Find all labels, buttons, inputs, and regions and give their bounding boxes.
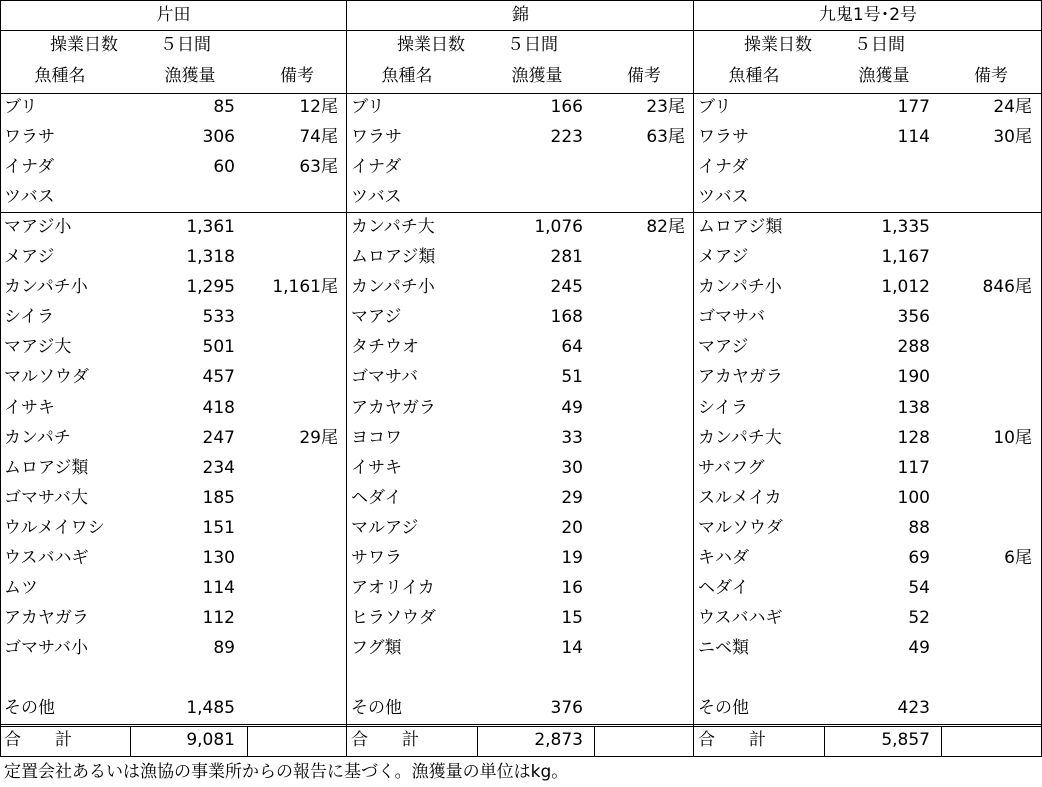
fish-name: ヒラソウダ — [351, 607, 436, 628]
note-value — [0, 212, 338, 242]
table-bottom-border — [0, 756, 1042, 757]
fish-name: ワラサ — [351, 127, 402, 148]
catch-value: 85 — [213, 97, 235, 117]
fish-name: マルアジ — [351, 517, 419, 538]
catch-value: 1,361 — [186, 217, 235, 238]
note-value — [694, 483, 1032, 513]
fish-name: ゴマサバ — [698, 307, 765, 328]
note-value: 29尾 — [299, 427, 338, 448]
note-value — [694, 633, 1032, 663]
catch-value: 533 — [202, 307, 235, 328]
fish-name: シイラ — [4, 307, 55, 328]
fish-name: シイラ — [698, 397, 749, 418]
catch-value: 281 — [550, 247, 583, 268]
fish-name: サバフグ — [698, 457, 765, 478]
column-header-fish: 魚種名 — [728, 66, 780, 86]
note-value — [347, 543, 685, 573]
catch-value: 52 — [908, 607, 930, 628]
catch-value: 15 — [561, 607, 583, 628]
total-value: 2,873 — [534, 730, 583, 750]
note-value — [347, 272, 685, 302]
catch-value: 1,335 — [881, 217, 930, 238]
days-label: 操業日数 — [744, 35, 812, 55]
catch-value: 130 — [202, 547, 235, 568]
catch-value: 49 — [908, 637, 930, 658]
fish-name: カンパチ — [4, 427, 71, 448]
fish-name: メアジ — [4, 247, 55, 268]
total-label: 合 計 — [698, 730, 766, 750]
note-value: 23尾 — [646, 97, 685, 117]
catch-value: 69 — [908, 547, 930, 568]
note-value — [694, 573, 1032, 603]
catch-value: 1,167 — [881, 247, 930, 268]
note-value — [0, 242, 338, 272]
note-value — [0, 302, 338, 332]
catch-value: 247 — [202, 427, 235, 448]
fish-name: メアジ — [698, 247, 749, 268]
catch-value: 418 — [202, 397, 235, 418]
fish-name: マルソウダ — [698, 517, 783, 538]
note-value — [694, 152, 1032, 182]
fish-name: カンパチ大 — [698, 427, 782, 448]
total-label: 合 計 — [351, 730, 419, 750]
column-header-catch: 漁獲量 — [858, 66, 910, 86]
note-value — [0, 362, 338, 392]
note-value — [347, 573, 685, 603]
column-header-note: 備考 — [974, 66, 1008, 86]
catch-value: 117 — [897, 457, 930, 478]
section-title: 錦 — [512, 5, 529, 25]
note-value — [0, 332, 338, 362]
days-value: ５日間 — [854, 35, 905, 55]
fish-name: ツバス — [351, 187, 402, 208]
note-value — [694, 182, 1032, 212]
note-value — [347, 633, 685, 663]
total-col-separator — [594, 726, 595, 756]
fish-name: イナダ — [351, 157, 402, 178]
catch-value: 19 — [561, 547, 583, 568]
note-value — [347, 423, 685, 453]
catch-value: 151 — [202, 517, 235, 538]
fish-name: ヨコワ — [351, 427, 402, 448]
fish-name: ブリ — [698, 97, 732, 117]
catch-value: 223 — [550, 127, 583, 148]
catch-value: 89 — [213, 637, 235, 658]
note-value — [0, 603, 338, 633]
note-value: 74尾 — [299, 127, 338, 148]
note-value — [347, 182, 685, 212]
section-title: 片田 — [156, 5, 191, 25]
fish-name: フグ類 — [351, 637, 402, 658]
note-value — [347, 603, 685, 633]
catch-value: 1,012 — [881, 277, 930, 298]
fish-name: イナダ — [698, 157, 749, 178]
note-value: 63尾 — [299, 157, 338, 178]
note-value: 82尾 — [646, 217, 685, 238]
column-header-fish: 魚種名 — [34, 66, 86, 86]
fish-name: カンパチ小 — [698, 277, 782, 298]
note-value: 10尾 — [993, 427, 1032, 448]
catch-value: 1,318 — [186, 247, 235, 268]
fish-name: マルソウダ — [4, 367, 89, 388]
fish-name: スルメイカ — [698, 487, 782, 508]
fish-name: マアジ — [698, 337, 749, 358]
other-value: 1,485 — [186, 698, 235, 718]
note-value — [0, 483, 338, 513]
fish-name: ゴマサバ — [351, 367, 418, 388]
note-value — [0, 182, 338, 212]
fish-name: ブリ — [351, 97, 385, 117]
catch-value: 166 — [550, 97, 583, 117]
note-value: 1,161尾 — [272, 277, 338, 298]
note-value — [347, 393, 685, 423]
catch-value: 234 — [202, 457, 235, 478]
note-value — [694, 212, 1032, 242]
fish-name: イサキ — [351, 457, 402, 478]
total-value: 5,857 — [881, 730, 930, 750]
note-value — [347, 332, 685, 362]
section-1 — [0, 0, 347, 756]
catch-value: 138 — [897, 397, 930, 418]
total-col-separator — [247, 726, 248, 756]
column-header-catch: 漁獲量 — [164, 66, 216, 86]
total-label: 合 計 — [4, 730, 72, 750]
other-label: その他 — [4, 698, 55, 718]
fish-name: マアジ小 — [4, 217, 72, 238]
fish-name: ゴマサバ小 — [4, 637, 88, 658]
catch-value: 1,295 — [186, 277, 235, 298]
note-value — [694, 332, 1032, 362]
catch-value: 88 — [908, 517, 930, 538]
catch-value: 306 — [202, 127, 235, 148]
note-value — [0, 543, 338, 573]
fish-name: マアジ — [351, 307, 402, 328]
fish-name: イサキ — [4, 397, 55, 418]
catch-value: 20 — [561, 517, 583, 538]
fish-name: ムロアジ類 — [4, 457, 89, 478]
fish-name: ツバス — [698, 187, 749, 208]
fish-name: キハダ — [698, 547, 749, 568]
note-value — [694, 393, 1032, 423]
note-value — [347, 483, 685, 513]
fish-name: アオリイカ — [351, 577, 435, 598]
total-col-separator — [824, 726, 825, 756]
fish-name: ゴマサバ大 — [4, 487, 88, 508]
fish-name: マアジ大 — [4, 337, 72, 358]
catch-value: 114 — [202, 577, 235, 598]
note-value — [0, 453, 338, 483]
catch-value: 356 — [897, 307, 930, 328]
fish-name: ツバス — [4, 187, 55, 208]
note-value: 6尾 — [1004, 547, 1032, 568]
fish-name: ウスバハギ — [698, 607, 783, 628]
catch-value: 457 — [202, 367, 235, 388]
note-value — [0, 573, 338, 603]
note-value — [694, 513, 1032, 543]
fish-name: ウルメイワシ — [4, 517, 105, 538]
note-value: 24尾 — [993, 97, 1032, 117]
note-value — [694, 302, 1032, 332]
other-label: その他 — [698, 698, 749, 718]
days-value: ５日間 — [160, 35, 211, 55]
note-value: 30尾 — [993, 127, 1032, 148]
days-label: 操業日数 — [50, 35, 118, 55]
note-value — [347, 453, 685, 483]
column-header-note: 備考 — [627, 66, 661, 86]
note-value — [347, 302, 685, 332]
note-value — [694, 603, 1032, 633]
note-value — [347, 362, 685, 392]
note-value — [347, 513, 685, 543]
catch-value: 29 — [561, 487, 583, 508]
section-3 — [694, 0, 1042, 756]
footnote: 定置会社あるいは漁協の事業所からの報告に基づく。漁獲量の単位はkg。 — [4, 762, 569, 782]
total-col-separator — [130, 726, 131, 756]
catch-value: 185 — [202, 487, 235, 508]
note-value: 63尾 — [646, 127, 685, 148]
other-value: 376 — [550, 698, 583, 718]
note-value — [694, 453, 1032, 483]
catch-value: 14 — [561, 637, 583, 658]
note-value — [0, 393, 338, 423]
catch-value: 177 — [897, 97, 930, 117]
fish-name: アカヤガラ — [4, 607, 89, 628]
fish-name: ウスバハギ — [4, 547, 89, 568]
catch-value: 49 — [561, 397, 583, 418]
catch-value: 33 — [561, 427, 583, 448]
other-label: その他 — [351, 698, 402, 718]
note-value: 846尾 — [982, 277, 1032, 298]
section-title: 九鬼1号･2号 — [818, 5, 918, 25]
column-header-note: 備考 — [280, 66, 314, 86]
catch-value: 51 — [561, 367, 583, 388]
fish-name: ムロアジ類 — [698, 217, 783, 238]
catch-value: 60 — [213, 157, 235, 178]
note-value — [0, 513, 338, 543]
catch-value: 288 — [897, 337, 930, 358]
fish-name: カンパチ小 — [351, 277, 435, 298]
fish-name: ニベ類 — [698, 637, 749, 658]
fish-name: サワラ — [351, 547, 402, 568]
catch-value: 245 — [550, 277, 583, 298]
catch-value: 190 — [897, 367, 930, 388]
fish-name: ヘダイ — [698, 577, 749, 598]
fish-name: アカヤガラ — [698, 367, 783, 388]
fish-name: ワラサ — [4, 127, 55, 148]
catch-value: 54 — [908, 577, 930, 598]
catch-value: 128 — [897, 427, 930, 448]
catch-value: 501 — [202, 337, 235, 358]
catch-value: 64 — [561, 337, 583, 358]
fish-name: ワラサ — [698, 127, 749, 148]
catch-value: 114 — [897, 127, 930, 148]
catch-value: 112 — [202, 607, 235, 628]
catch-value: 100 — [897, 487, 930, 508]
catch-value: 168 — [550, 307, 583, 328]
fish-name: アカヤガラ — [351, 397, 436, 418]
fish-name: ムロアジ類 — [351, 247, 436, 268]
catch-value: 30 — [561, 457, 583, 478]
note-value — [347, 152, 685, 182]
column-header-catch: 漁獲量 — [511, 66, 563, 86]
note-value — [694, 242, 1032, 272]
note-value — [694, 362, 1032, 392]
fish-name: ブリ — [4, 97, 38, 117]
catch-value: 1,076 — [534, 217, 583, 238]
note-value — [0, 633, 338, 663]
note-value: 12尾 — [299, 97, 338, 117]
catch-value: 16 — [561, 577, 583, 598]
fish-name: カンパチ大 — [351, 217, 435, 238]
total-value: 9,081 — [186, 730, 235, 750]
fish-name: カンパチ小 — [4, 277, 88, 298]
section-2 — [347, 0, 694, 756]
fish-name: ムツ — [4, 577, 38, 598]
note-value — [347, 242, 685, 272]
fish-name: イナダ — [4, 157, 55, 178]
days-label: 操業日数 — [397, 35, 465, 55]
fish-name: タチウオ — [351, 337, 419, 358]
days-value: ５日間 — [507, 35, 558, 55]
column-header-fish: 魚種名 — [381, 66, 433, 86]
total-col-separator — [477, 726, 478, 756]
other-value: 423 — [897, 698, 930, 718]
total-col-separator — [941, 726, 942, 756]
fish-name: ヘダイ — [351, 487, 402, 508]
